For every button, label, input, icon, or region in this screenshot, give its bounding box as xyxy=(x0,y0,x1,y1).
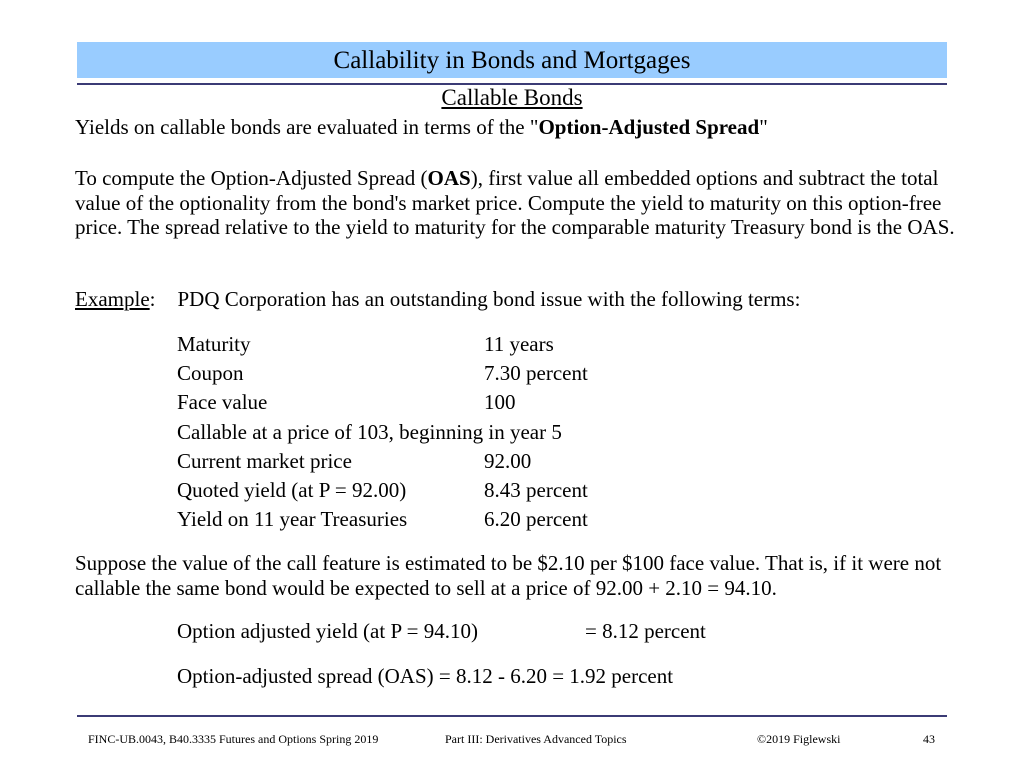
example-text: PDQ Corporation has an outstanding bond issue with the following terms: xyxy=(177,287,801,311)
term-value: 100 xyxy=(484,390,516,415)
footer-course: FINC-UB.0043, B40.3335 Futures and Options Spring 2019 xyxy=(88,732,379,746)
adjusted-yield-value: = 8.12 percent xyxy=(585,619,706,643)
term-label: Quoted yield (at P = 92.00) xyxy=(177,477,407,502)
term-label: Current market price xyxy=(177,448,352,473)
term-value: 7.30 percent xyxy=(484,361,588,386)
term-label: Coupon xyxy=(177,361,244,386)
term-row xyxy=(177,505,677,534)
intro-text-after: " xyxy=(759,115,768,139)
footer-copyright: ©2019 Figlewski xyxy=(757,732,841,746)
term-row xyxy=(177,330,677,359)
adjusted-yield-line xyxy=(177,619,706,643)
term-value: 6.20 percent xyxy=(484,507,588,532)
intro-paragraph xyxy=(75,115,955,140)
term-value: 8.43 percent xyxy=(484,477,588,502)
example-label: Example xyxy=(75,287,150,311)
adjusted-yield-label: Option adjusted yield (at P = 94.10) xyxy=(177,619,478,643)
intro-text-before: Yields on callable bonds are evaluated in terms of the " xyxy=(75,115,539,139)
term-value: 92.00 xyxy=(484,448,532,473)
footer-divider xyxy=(77,715,947,717)
term-label: Callable at a price of 103, beginning in year 5 xyxy=(177,419,562,444)
footer-part: Part III: Derivatives Advanced Topics xyxy=(445,732,627,746)
term-row xyxy=(177,447,677,476)
example-colon: : xyxy=(149,287,156,311)
term-row xyxy=(177,359,677,388)
term-label: Maturity xyxy=(177,332,251,356)
term-label: Face value xyxy=(177,390,268,415)
slide-subtitle: Callable Bonds xyxy=(441,85,583,110)
oas-text-before: To compute the Option-Adjusted Spread ( xyxy=(75,166,428,190)
intro-bold-term: Option-Adjusted Spread xyxy=(538,115,760,139)
page-number: 43 xyxy=(923,732,935,746)
term-value: 11 years xyxy=(484,332,554,356)
oas-bold-term: OAS xyxy=(427,166,471,190)
term-row xyxy=(177,388,677,417)
term-row xyxy=(177,418,677,447)
oas-result-line: Option-adjusted spread (OAS) = 8.12 - 6.20 = 1.92 percent xyxy=(177,664,674,688)
oas-text-after: ), first value all embedded options and subtract the total value of the optionality from the bond's market price. Compute the yield to maturity on this option-free price. The spread relative to the yield to maturity for the comparable maturity Treasury bond is the OAS. xyxy=(75,166,955,239)
oas-paragraph xyxy=(75,166,955,240)
term-label: Yield on 11 year Treasuries xyxy=(177,507,408,532)
bond-terms-list xyxy=(177,330,677,534)
slide-title: Callability in Bonds and Mortgages xyxy=(333,47,691,74)
call-feature-paragraph: Suppose the value of the call feature is estimated to be $2.10 per $100 face value. That is, if it were not callable the same bond would be expected to sell at a price of 92.00 + 2.10 = 94.10. xyxy=(75,551,942,600)
term-row xyxy=(177,476,677,505)
example-paragraph xyxy=(75,287,955,312)
